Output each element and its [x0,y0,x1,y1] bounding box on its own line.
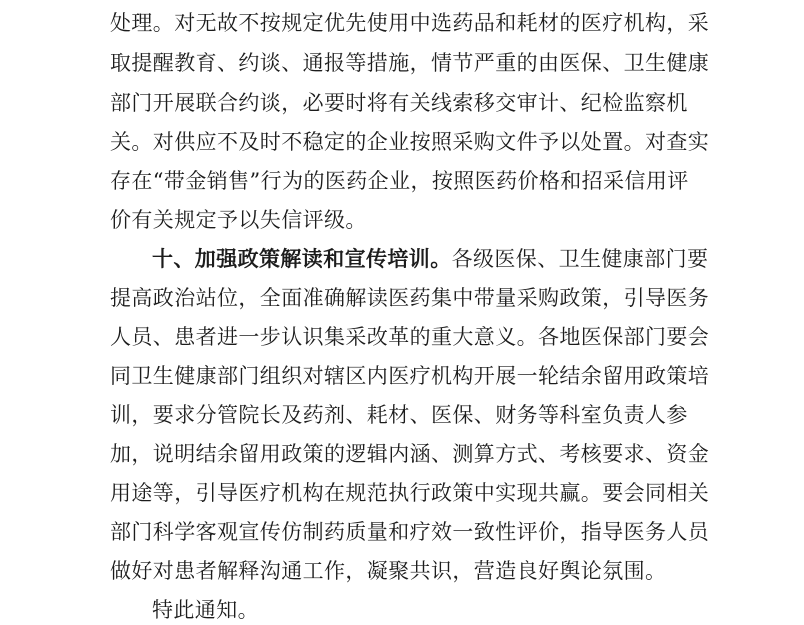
text-line: 部门开展联合约谈，必要时将有关线索移交审计、纪检监察机 [110,91,688,115]
text-line: 存在“带金销售”行为的医药企业，按照医药价格和招采信用评 [110,169,689,193]
text-line: 价有关规定予以失信评级。 [110,208,367,232]
text-line: 关。对供应不及时不稳定的企业按照采购文件予以处置。对查实 [110,130,710,154]
section-heading-line [152,244,709,274]
text-line: 部门科学客观宣传仿制药质量和疗效一致性评价，指导医务人员 [110,520,710,544]
text-line: 加，说明结余留用政策的逻辑内涵、测算方式、考核要求、资金 [110,442,710,466]
text-line: 提高政治站位，全面准确解读医药集中带量采购政策，引导医务 [110,286,710,310]
section-heading: 十、加强政策解读和宣传培训。 [152,247,452,271]
text-line: 做好对患者解释沟通工作，凝聚共识，营造良好舆论氛围。 [110,559,667,583]
text-line: 处理。对无故不按规定优先使用中选药品和耗材的医疗机构，采 [110,11,710,35]
text-line: 同卫生健康部门组织对辖区内医疗机构开展一轮结余留用政策培 [110,364,710,388]
text-line: 用途等，引导医疗机构在规范执行政策中实现共赢。要会同相关 [110,481,710,505]
text-line: 取提醒教育、约谈、通报等措施，情节严重的由医保、卫生健康 [110,51,710,75]
section-heading-continuation: 各级医保、卫生健康部门要 [451,247,709,271]
text-line: 训，要求分管院长及药剂、耗材、医保、财务等科室负责人参 [110,403,688,427]
closing-line: 特此通知。 [152,598,259,622]
text-line: 人员、患者进一步认识集采改革的重大意义。各地医保部门要会 [110,325,710,349]
